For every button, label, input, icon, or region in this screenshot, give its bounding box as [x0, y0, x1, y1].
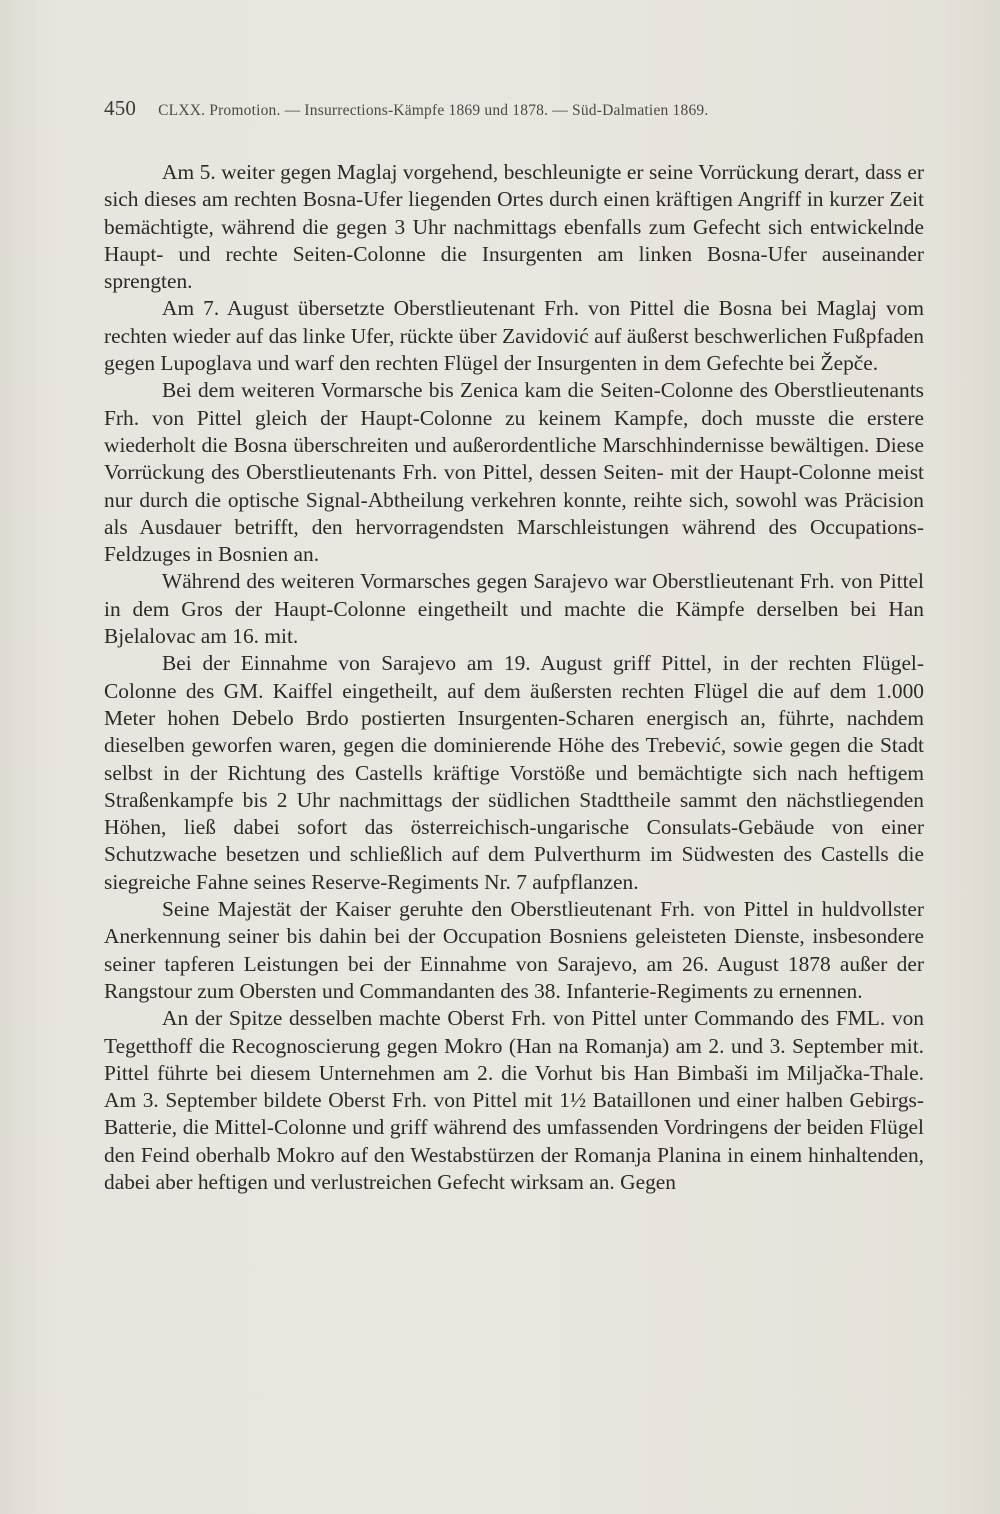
paragraph: Bei der Einnahme von Sarajevo am 19. August griff Pittel, in der rechten Flügel-Colonne des GM. Kaiffel eingetheilt, auf dem äußersten rechten Flügel die auf dem 1.000 Meter hohen Debelo Brdo postierten Insurgenten-Scharen energisch an, führte, nachdem dieselben geworfen waren, gegen die dominierende Höhe des Trebević, sowie gegen die Stadt selbst in der Richtung des Castells kräftige Vorstöße und bemächtigte sich nach heftigem Straßenkampfe bis 2 Uhr nachmittags der südlichen Stadttheile sammt den nächstliegenden Höhen, ließ dabei sofort das österreichisch-ungarische Consulats-Gebäude von einer Schutzwache besetzen und schließlich auf dem Pulverthurm im Südwesten des Castells die siegreiche Fahne seines Reserve-Regiments Nr. 7 aufpflanzen.: [104, 651, 924, 894]
page-number: 450: [104, 96, 137, 120]
paragraph: Während des weiteren Vormarsches gegen Sarajevo war Oberstlieutenant Frh. von Pittel in dem Gros der Haupt-Colonne eingetheilt und machte die Kämpfe derselben bei Han Bjelalovac am 16. mit.: [104, 569, 924, 649]
paragraph: Am 7. August übersetzte Oberstlieutenant Frh. von Pittel die Bosna bei Maglaj vom rechten wieder auf das linke Ufer, rückte über Zavidović auf äußerst beschwerlichen Fußpfaden gegen Lupoglava und warf den rechten Flügel der Insurgenten in dem Gefechte bei Žepče.: [104, 296, 924, 376]
paragraph: Bei dem weiteren Vormarsche bis Zenica kam die Seiten-Colonne des Oberstlieutenants Frh. von Pittel gleich der Haupt-Colonne zu keinem Kampfe, doch musste die erstere wiederholt die Bosna überschreiten und außerordentliche Marschhindernisse bewältigen. Diese Vorrückung des Oberstlieutenants Frh. von Pittel, dessen Seiten- mit der Haupt-Colonne meist nur durch die optische Signal-Abtheilung verkehren konnte, reihte sich, sowohl was Präcision als Ausdauer betrifft, den hervorragendsten Marschleistungen während des Occupations-Feldzuges in Bosnien an.: [104, 378, 924, 567]
paragraph: Seine Majestät der Kaiser geruhte den Oberstlieutenant Frh. von Pittel in huldvollster Anerkennung seiner bis dahin bei der Occupation Bosniens geleisteten Dienste, insbesondere seiner tapferen Leistungen bei der Einnahme von Sarajevo, am 26. August 1878 außer der Rangstour zum Obersten und Commandanten des 38. Infanterie-Regiments zu ernennen.: [104, 897, 924, 1003]
running-header: [104, 96, 924, 121]
running-title: CLXX. Promotion. — Insurrections-Kämpfe 1869 und 1878. — Süd-Dalmatien 1869.: [158, 102, 709, 119]
body-text: [104, 159, 924, 1196]
paragraph: Am 5. weiter gegen Maglaj vorgehend, beschleunigte er seine Vorrückung derart, dass er sich dieses am rechten Bosna-Ufer liegenden Ortes durch einen kräftigen Angriff in kurzer Zeit bemächtigte, während die gegen 3 Uhr nachmittags ebenfalls zum Gefecht sich entwickelnde Haupt- und rechte Seiten-Colonne die Insurgenten am linken Bosna-Ufer auseinander sprengten.: [104, 160, 924, 294]
paragraph: An der Spitze desselben machte Oberst Frh. von Pittel unter Commando des FML. von Tegetthoff die Recognoscierung gegen Mokro (Han na Romanja) am 2. und 3. September mit. Pittel führte bei diesem Unternehmen am 2. die Vorhut bis Han Bimbaši im Miljačka-Thale. Am 3. September bildete Oberst Frh. von Pittel mit 1½ Bataillonen und einer halben Gebirgs-Batterie, die Mittel-Colonne und griff während des umfassenden Vordringens der beiden Flügel den Feind oberhalb Mokro auf den Westabstürzen der Romanja Planina in einem hinhaltenden, dabei aber heftigen und verlustreichen Gefecht wirksam an. Gegen: [104, 1006, 924, 1194]
